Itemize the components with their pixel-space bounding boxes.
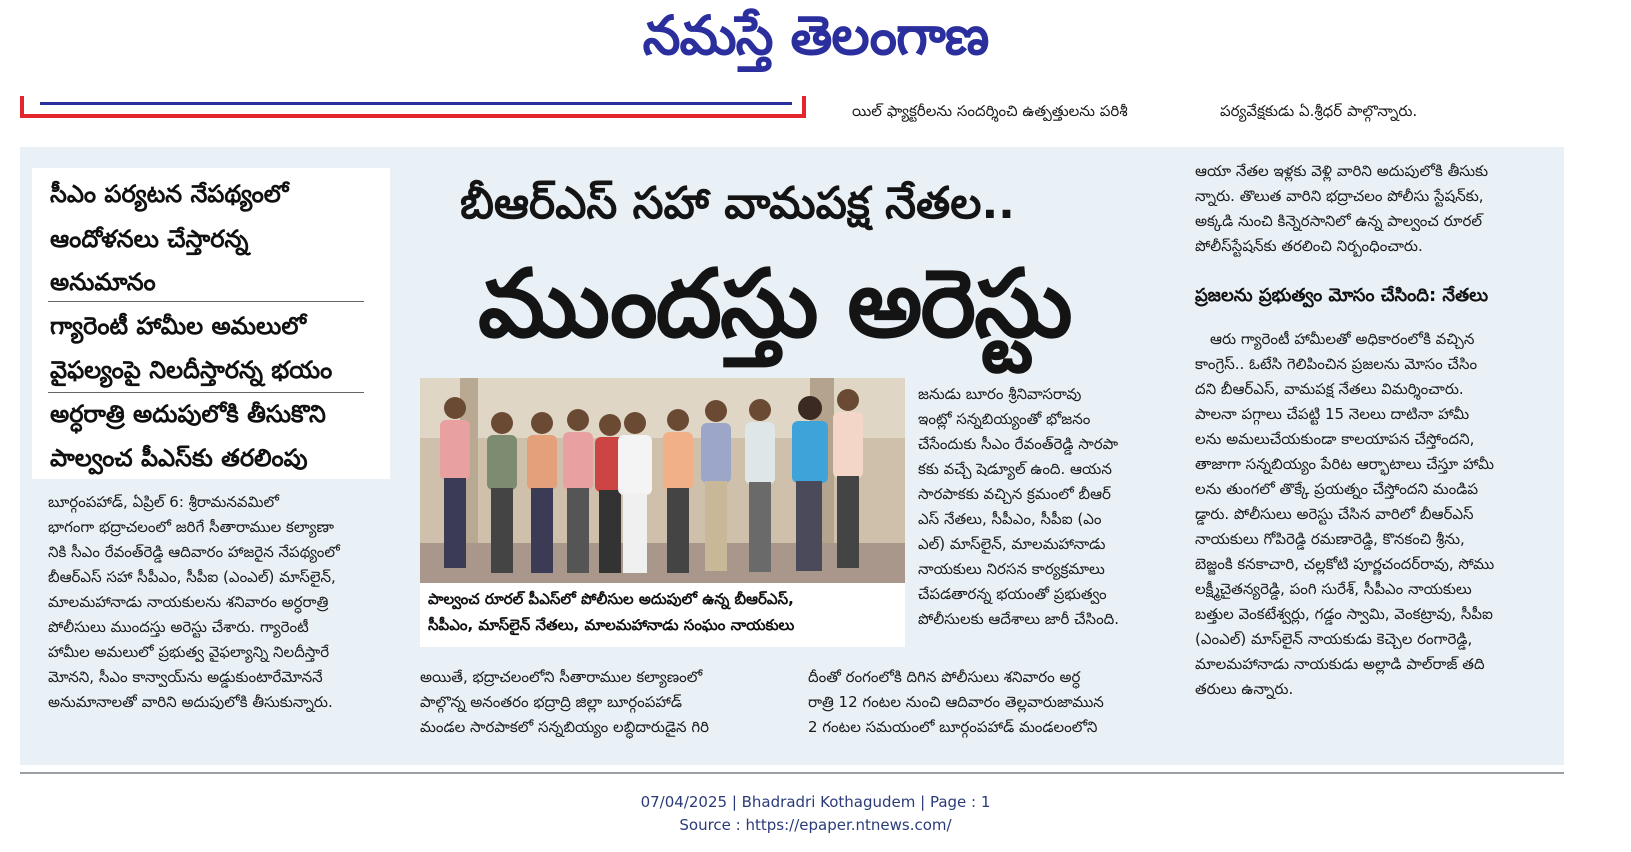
highlight-divider: [48, 392, 364, 393]
page-bottom-rule: [20, 772, 1564, 774]
photo-caption-line: సీపీఎం, మాస్‌లైన్ నేతలు, మాలమహానాడు సంఘం నాయకులు: [428, 616, 795, 634]
body-text-line: పోలీసులు ముందస్తు అరెస్టు చేశారు. గ్యారెంటీ: [48, 618, 309, 636]
headline-main: ముందస్తు అరెస్టు: [478, 250, 1071, 359]
highlight-line: ఆందోళనలు చేస్తారన్న: [50, 225, 249, 253]
body-text-line: పాల్గొన్న అనంతరం భద్రాద్రి జిల్లా బూర్గంపహాడ్: [420, 693, 683, 711]
body-text-line: దని బీఆర్ఎస్, వామపక్ష నేతలు విమర్శించారు.: [1195, 380, 1464, 398]
body-text-line: ఎస్ నేతలు, సీపీఎం, సీపీఐ (ఎం: [918, 510, 1102, 528]
photo-caption-line: పాల్వంచ రూరల్ పీఎస్‌లో పోలీసుల అదుపులో ఉన్న బీఆర్ఎస్,: [428, 590, 794, 608]
highlight-divider: [48, 301, 364, 302]
section-subheading: ప్రజలను ప్రభుత్వం మోసం చేసింది: నేతలు: [1195, 285, 1489, 306]
body-text-line: మోనని, సీఎం కాన్వాయ్‌ను అడ్డుకుంటారేమోననే: [48, 668, 323, 686]
body-text-line: ఆరు గ్యారెంటీ హామీలతో అధికారంలోకి వచ్చిన: [1210, 330, 1475, 348]
highlight-line: అనుమానం: [50, 268, 156, 296]
highlight-line: గ్యారెంటీ హామీల అమలులో: [50, 312, 307, 340]
group-photo-illustration: [420, 378, 905, 583]
body-text-line: జనుడు బూరం శ్రీనివాసరావు: [918, 385, 1082, 403]
body-text-line: ఎల్) మాస్‌లైన్, మాలమహానాడు: [918, 535, 1106, 553]
body-text-line: తాజాగా సన్నబియ్యం పేరిట ఆర్భాటాలు చేస్తూ హామీ: [1195, 455, 1495, 473]
body-text-line: నాయకులు నిరసన కార్యక్రమాలు: [918, 560, 1105, 578]
body-text-line: మాలమహానాడు నాయకులను శనివారం అర్ధరాత్రి: [48, 593, 329, 611]
body-text-line: లను అమలుచేయకుండా కాలయాపన చేస్తోందని,: [1195, 430, 1475, 448]
body-text-line: రాత్రి 12 గంటల నుంచి ఆదివారం తెల్లవారుజామున: [808, 693, 1104, 711]
body-text-line: బీఆర్ఎస్ సహా సీపీఎం, సీపీఐ (ఎంఎల్) మాస్‌లైన్,: [48, 568, 336, 586]
body-text-line: లను తుంగలో తొక్కే ప్రయత్నం చేస్తోందని మండిప: [1195, 480, 1478, 498]
body-text-line: దీంతో రంగంలోకి దిగిన పోలీసులు శనివారం అర్ధ: [808, 668, 1081, 686]
body-text-line: డ్డారు. పోలీసులు అరెస్టు చేసిన వారిలో బీఆర్ఎస్: [1195, 505, 1474, 523]
body-text-line: ఆయా నేతల ఇళ్లకు వెళ్లి వారిని అదుపులోకి తీసుకు: [1195, 162, 1489, 180]
top-strip-text-left: యిల్ ఫ్యాక్టరీలను సందర్శించి ఉత్పత్తులను పరిశీ: [852, 102, 1128, 120]
body-text-line: బెజ్జంకి కనకాచారి, చల్లకోటి పూర్ణచందర్‌రావు, సోము: [1195, 555, 1495, 573]
masthead-rule-frame: [20, 96, 806, 118]
highlight-line: అర్ధరాత్రి అదుపులోకి తీసుకొని: [50, 400, 326, 428]
body-text-line: లక్ష్మీచైతన్యరెడ్డి, పంగి సురేశ్, సీపీఎం నాయకులు: [1195, 580, 1472, 598]
body-text-line: మాలమహానాడు నాయకుడు అల్లాడి పాల్‌రాజ్ తది: [1195, 655, 1485, 673]
footer-edition-info: 07/04/2025 | Bhadradri Kothagudem | Page : 1: [640, 793, 991, 811]
highlight-line: సీఎం పర్యటన నేపథ్యంలో: [50, 180, 289, 208]
highlight-line: వైఫల్యంపై నిలదీస్తారన్న భయం: [50, 356, 333, 384]
body-text-line: కకు వచ్చే షెడ్యూల్ ఉంది. ఆయన: [918, 460, 1112, 478]
body-text-line: అక్కడి నుంచి కిన్నెరసానిలో ఉన్న పాల్వంచ రూరల్: [1195, 212, 1483, 230]
body-text-line: పోలీసులకు ఆదేశాలు జారీ చేసింది.: [918, 610, 1120, 628]
footer-source-link[interactable]: Source : https://epaper.ntnews.com/: [679, 816, 952, 834]
body-text-line: అనుమానాలతో వారిని అదుపులోకి తీసుకున్నారు.: [48, 693, 333, 711]
body-text-line: 2 గంటల సమయంలో బూర్గంపహాడ్ మండలంలోని: [808, 718, 1098, 736]
body-text-line: తరులు ఉన్నారు.: [1195, 680, 1294, 698]
body-text-line: బత్తుల వెంకటేశ్వర్లు, గడ్డం స్వామి, వెంకట్రావు, సీపీఐ: [1195, 605, 1493, 623]
body-text-line: నాయకులు గోపిరెడ్డి రమణారెడ్డి, కొనకంచి శ్రీను,: [1195, 530, 1465, 548]
body-text-line: పోలీస్‌స్టేషన్‌కు తరలించి నిర్బంధించారు.: [1195, 237, 1423, 255]
highlight-line: పాల్వంచ పీఎస్‌కు తరలింపు: [50, 444, 308, 472]
body-text-line: హామీల అమలులో ప్రభుత్వ వైఫల్యాన్ని నిలదీస్తారే: [48, 643, 330, 661]
body-text-line: ఇంట్లో సన్నబియ్యంతో భోజనం: [918, 410, 1091, 428]
body-text-line: అయితే, భద్రాచలంలోని సీతారాముల కల్యాణంలో: [420, 668, 703, 686]
body-text-line: చేపడతారన్న భయంతో ప్రభుత్వం: [918, 585, 1107, 603]
top-strip-text-right: పర్యవేక్షకుడు ఏ.శ్రీధర్ పాల్గొన్నారు.: [1220, 102, 1418, 120]
body-text-line: బూర్గంపహాడ్, ఏప్రిల్ 6: శ్రీరామనవమిలో: [48, 493, 279, 511]
body-text-line: న్నారు. తొలుత వారిని భద్రాచలం పోలీసు స్టేషన్‌కు,: [1195, 187, 1484, 205]
masthead-logo: నమస్తే తెలంగాణ: [642, 4, 989, 67]
body-text-line: సారపాకకు వచ్చిన క్రమంలో బీఆర్: [918, 485, 1111, 503]
body-text-line: మండల సారపాకలో సన్నబియ్యం లబ్ధిదారుడైన గిరి: [420, 718, 709, 736]
body-text-line: (ఎంఎల్) మాస్‌లైన్ నాయకుడు కెచ్చెల రంగారెడ్డి,: [1195, 630, 1473, 648]
body-text-line: కాంగ్రెస్.. ఓటేసి గెలిపించిన ప్రజలను మోసం చేసిం: [1195, 355, 1478, 373]
body-text-line: పాలనా పగ్గాలు చేపట్టి 15 నెలలు దాటినా హామీ: [1195, 405, 1470, 423]
body-text-line: నికి సీఎం రేవంత్‌రెడ్డి ఆదివారం హాజరైన నేపథ్యంలో: [48, 543, 340, 561]
body-text-line: భాగంగా భద్రాచలంలో జరిగే సీతారాముల కల్యాణా: [48, 518, 334, 536]
news-photo: [420, 378, 905, 583]
masthead-rule: [40, 102, 792, 105]
headline-kicker: బీఆర్ఎస్ సహా వామపక్ష నేతల..: [460, 178, 1015, 229]
body-text-line: చేసేందుకు సీఎం రేవంత్‌రెడ్డి సారపా: [918, 435, 1119, 453]
